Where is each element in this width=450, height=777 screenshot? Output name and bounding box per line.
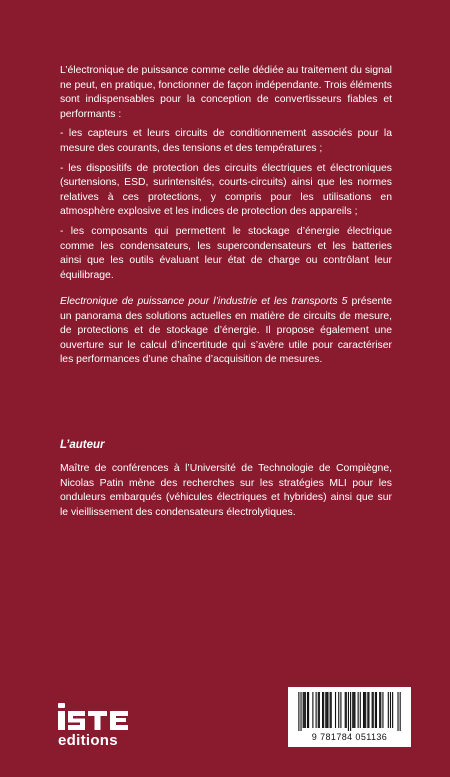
barcode-bar (354, 692, 355, 728)
barcode-bar (305, 692, 306, 728)
barcode-bar (312, 692, 313, 728)
barcode-bar (397, 692, 398, 731)
barcode-bar (382, 692, 383, 728)
barcode-bar (304, 692, 305, 728)
barcode-bar (345, 692, 346, 728)
logo-editions-text: editions (58, 732, 118, 749)
barcode-bar (308, 692, 309, 728)
barcode-bar (348, 692, 349, 731)
barcode-bar (319, 692, 320, 728)
barcode-bar (365, 692, 366, 728)
barcode-bars (294, 692, 405, 731)
barcode-bar (340, 692, 341, 728)
barcode-bar (364, 692, 365, 728)
barcode-bar (316, 692, 317, 728)
barcode-bar (373, 692, 374, 728)
barcode-bar (360, 692, 361, 728)
list-item-protection: - les dispositifs de protection des circuits électriques et électroniques (surtensions, ESD, surintensités, courts-circuits) ainsi que les normes relatives à ces protections, y compris pour les utilisations en atmosphère explosive et les indices de protection des appareils ; (60, 162, 392, 218)
barcode-bar (335, 692, 336, 728)
barcode-bar (338, 692, 339, 728)
intro-section (60, 64, 392, 288)
logo-iste-mark (58, 703, 128, 730)
barcode-bar (327, 692, 328, 728)
intro-paragraph: L’électronique de puissance comme celle dédiée au traitement du signal ne peut, en pratique, fonctionner de façon indépendante. Trois éléments sont indispensables pour la conception de convertisseurs fiables et performants : (60, 65, 392, 120)
barcode-bar (380, 692, 381, 728)
barcode-bar (352, 692, 353, 728)
barcode-bar (368, 692, 369, 728)
barcode-bar (330, 692, 331, 728)
barcode-bar (367, 692, 368, 728)
author-heading: L’auteur (60, 439, 105, 451)
summary-text: présente un panorama des solutions actuelles en matière de circuits de mesure, de protections et de stockage d’énergie. Il propose également une ouverture sur le calcul d’incertitude qui s’avère utile pour caractériser les performances d’une chaîne d’acquisition de mesures. (60, 296, 392, 366)
iste-logo-graphic (57, 700, 149, 750)
summary-paragraph (60, 295, 392, 368)
barcode-bar (322, 692, 323, 728)
list-item-storage: - les composants qui permettent le stockage d’énergie électrique comme les condensateurs, les supercondensateurs et les batteries ainsi que les outils évaluant leur état de charge ou contrôlant leur équilibrage. (60, 225, 392, 281)
list-item-sensors: - les capteurs et leurs circuits de conditionnement associés pour la mesure des courants, des tensions et des températures ; (60, 128, 392, 154)
author-bio: Maître de conférences à l’Université de Technologie de Compiègne, Nicolas Patin mène des recherches sur les stratégies MLI pour les onduleurs embarqués (véhicules électriques et hybrides) ainsi que sur le vieillissement des condensateurs électrolytiques. (60, 463, 392, 518)
barcode-bar (323, 692, 324, 728)
barcode-bar (372, 692, 373, 728)
isbn-barcode (288, 687, 411, 747)
barcode-bar (325, 692, 326, 728)
barcode-bar (326, 692, 327, 728)
barcode-bar (388, 692, 389, 728)
barcode-bar (358, 692, 359, 728)
barcode-bar (376, 692, 377, 728)
iste-editions-logo (57, 700, 149, 750)
barcode-bar (353, 692, 354, 728)
barcode-bar (350, 692, 351, 731)
barcode-bar (300, 692, 301, 731)
barcode-bar (318, 692, 319, 728)
barcode-bar (390, 692, 391, 728)
barcode-bar (307, 692, 308, 728)
barcode-bar (346, 692, 347, 728)
barcode-bar (375, 692, 376, 728)
barcode-bar (303, 692, 304, 728)
barcode-bar (400, 692, 401, 731)
isbn-number: 9 781784 051136 (311, 732, 388, 742)
barcode-bar (379, 692, 380, 728)
book-title: Electronique de puissance pour l’industrie et les transports 5 (60, 296, 348, 307)
logo-iste-text: iSTE (57, 700, 60, 701)
barcode-bar (363, 692, 364, 728)
barcode-bar (331, 692, 332, 728)
barcode-bar (392, 692, 393, 728)
barcode-bar (298, 692, 299, 731)
